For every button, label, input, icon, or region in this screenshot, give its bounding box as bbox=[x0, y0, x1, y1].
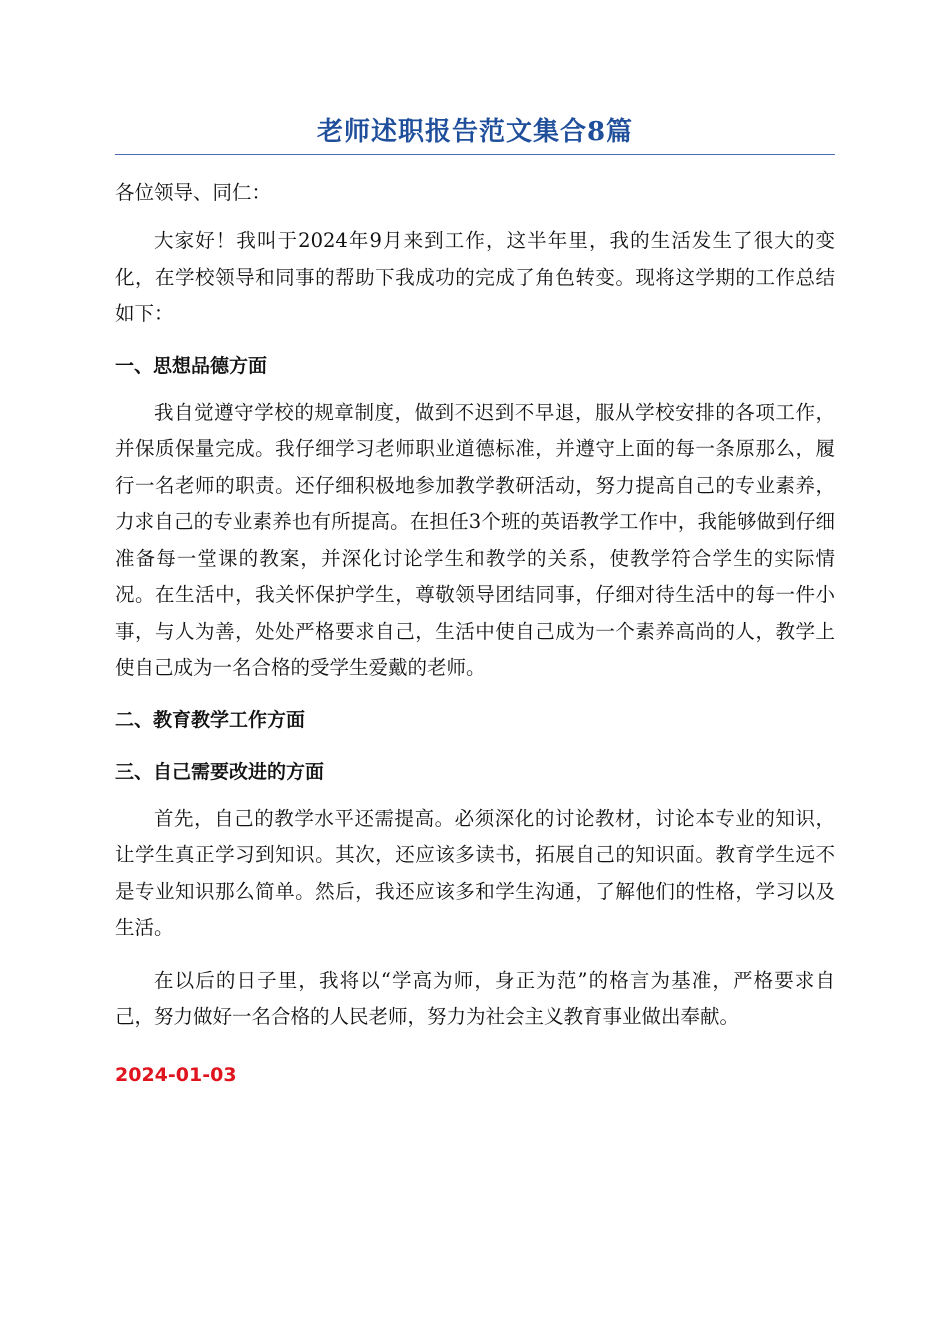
section-improvement-paragraph-1: 首先，自己的教学水平还需提高。必须深化的讨论教材，讨论本专业的知识，让学生真正学习到知识。其次，还应该多读书，拓展自己的知识面。教育学生远不是专业知识那么简单。然后，我还应该多和学生沟通，了解他们的性格，学习以及生活。 bbox=[115, 806, 835, 939]
document-title: 老师述职报告范文集合8篇 bbox=[115, 112, 835, 155]
section-heading-teaching: 二、教育教学工作方面 bbox=[115, 708, 306, 731]
section-heading-ideology: 一、思想品德方面 bbox=[115, 354, 268, 377]
section-ideology-paragraph: 我自觉遵守学校的规章制度，做到不迟到不早退，服从学校安排的各项工作，并保质保量完成。我仔细学习老师职业道德标准，并遵守上面的每一条原那么，履行一名老师的职责。还仔细积极地参加教学教研活动，努力提高自己的专业素养，力求自己的专业素养也有所提高。在担任3个班的英语教学工作中，我能够做到仔细准备每一堂课的教案，并深化讨论学生和教学的关系，使教学符合学生的实际情况。在生活中，我关怀保护学生，尊敬领导团结同事，仔细对待生活中的每一件小事，与人为善，处处严格要求自己，生活中使自己成为一个素养高尚的人，教学上使自己成为一名合格的受学生爱戴的老师。 bbox=[115, 400, 835, 679]
document-page bbox=[115, 112, 835, 1090]
section-improvement-paragraph-2: 在以后的日子里，我将以“学高为师，身正为范”的格言为基准，严格要求自己，努力做好一名合格的人民老师，努力为社会主义教育事业做出奉献。 bbox=[115, 968, 835, 1028]
intro-paragraph: 大家好！我叫于2024年9月来到工作，这半年里，我的生活发生了很大的变化，在学校领导和同事的帮助下我成功的完成了角色转变。现将这学期的工作总结如下： bbox=[115, 229, 835, 325]
document-date: 2024-01-03 bbox=[115, 1063, 237, 1086]
greeting: 各位领导、同仁： bbox=[115, 181, 272, 204]
section-heading-improvement: 三、自己需要改进的方面 bbox=[115, 760, 325, 783]
